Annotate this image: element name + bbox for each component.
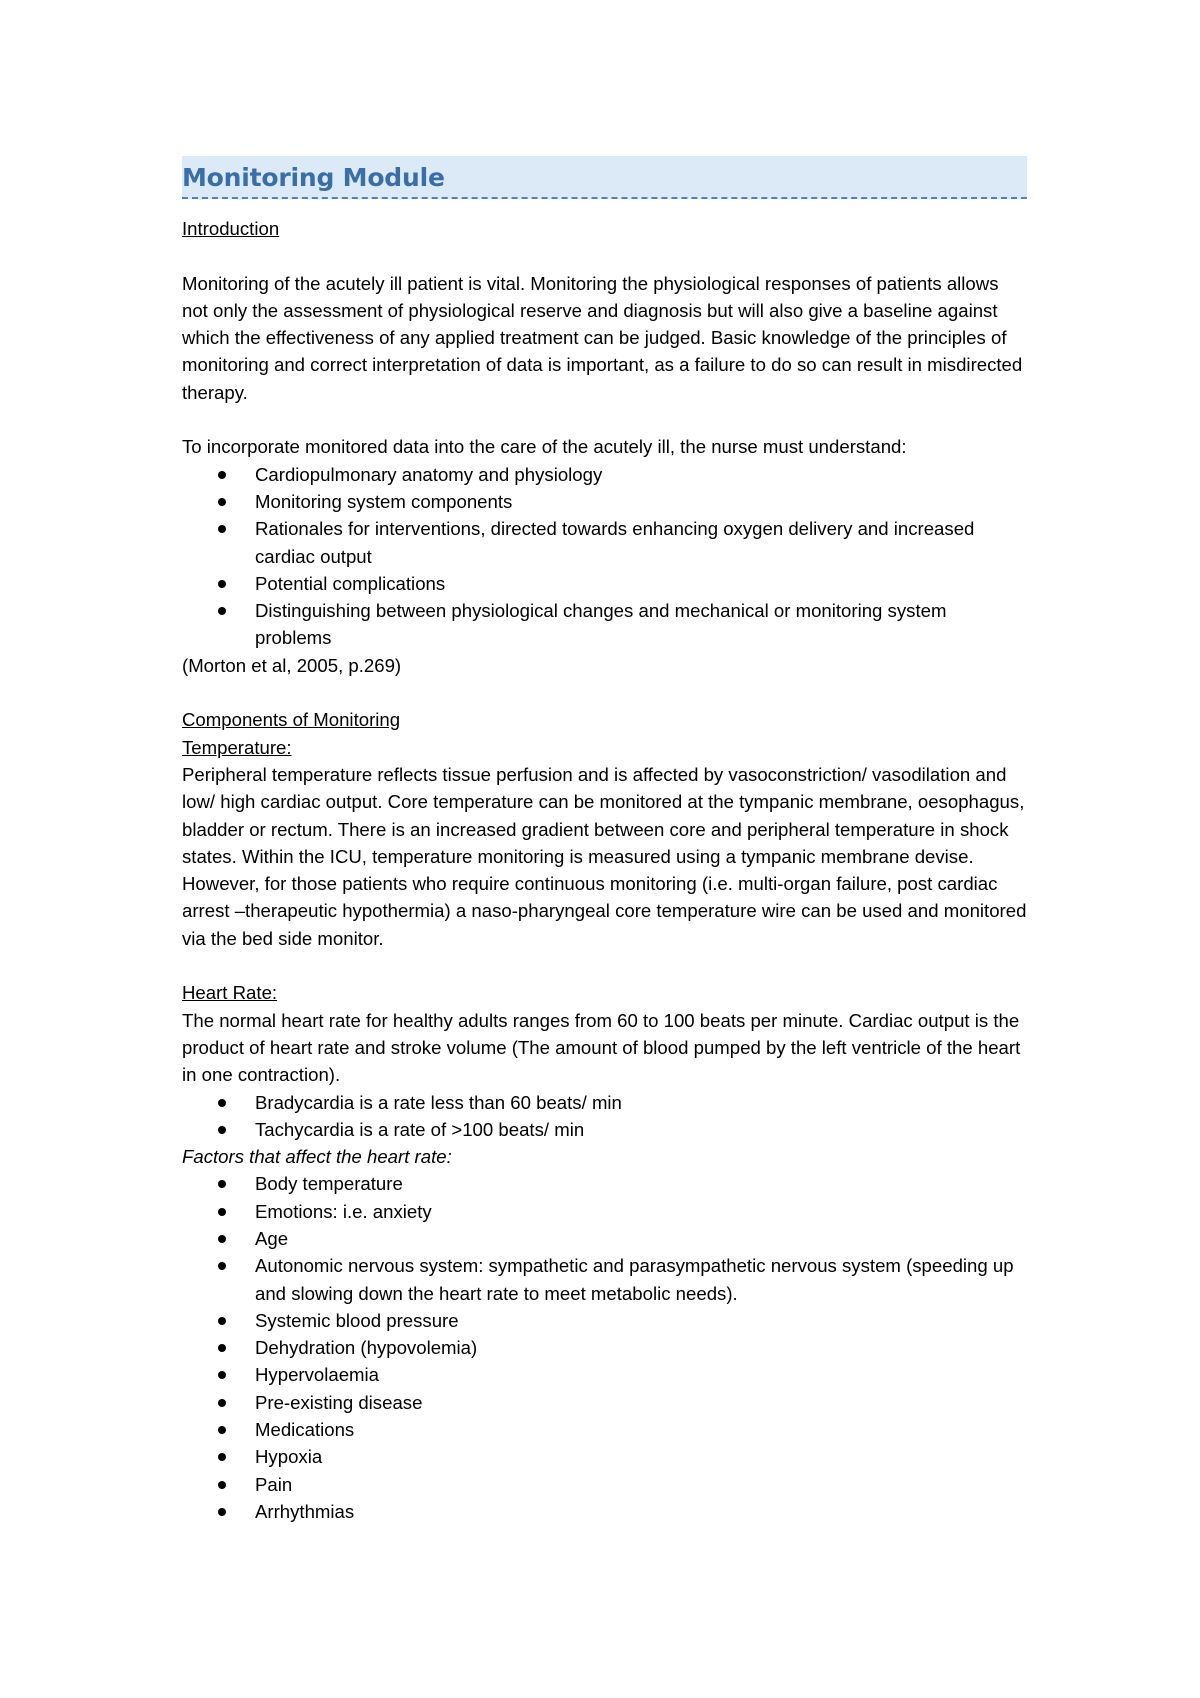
bullet-icon <box>218 1481 226 1489</box>
bullet-icon <box>218 580 226 588</box>
factors-heading: Factors that affect the heart rate: <box>182 1146 452 1168</box>
bullet-icon <box>218 1262 226 1270</box>
spacer <box>182 242 1027 269</box>
list-item: Arrhythmias <box>182 1498 1027 1525</box>
heart-rate-list <box>182 1089 1027 1144</box>
list-item: Monitoring system components <box>182 488 1027 515</box>
list-item: Hypoxia <box>182 1443 1027 1470</box>
bullet-icon <box>218 1180 226 1188</box>
bullet-icon <box>218 1344 226 1352</box>
bullet-icon <box>218 607 226 615</box>
bullet-icon <box>218 525 226 533</box>
list-item: Potential complications <box>182 570 1027 597</box>
intro-list <box>182 461 1027 652</box>
list-item: Rationales for interventions, directed towards enhancing oxygen delivery and increased cardiac output <box>182 515 1027 570</box>
bullet-icon <box>218 1453 226 1461</box>
list-item: Body temperature <box>182 1170 1027 1197</box>
bullet-icon <box>218 1099 226 1107</box>
heart-rate-paragraph: The normal heart rate for healthy adults ranges from 60 to 100 beats per minute. Cardiac output is the product of heart rate and stroke volume (The amount of blood pumped by the left ventricle of the heart in one contraction). <box>182 1009 1021 1086</box>
bullet-icon <box>218 1371 226 1379</box>
heart-rate-heading: Heart Rate: <box>182 982 278 1004</box>
temperature-paragraph: Peripheral temperature reflects tissue perfusion and is affected by vasoconstriction/ vasodilation and low/ high cardiac output. Core temperature can be monitored at the tympanic membrane, oesophagus, bladder or rectum. There is an increased gradient between core and peripheral temperature in shock states. Within the ICU, temperature monitoring is measured using a tympanic membrane devise. However, for those patients who require continuous monitoring (i.e. multi-organ failure, post cardiac arrest –therapeutic hypothermia) a naso-pharyngeal core temperature wire can be used and monitored via the bed side monitor. <box>182 763 1027 949</box>
intro-heading: Introduction <box>182 218 280 239</box>
list-item: Distinguishing between physiological changes and mechanical or monitoring system problems <box>182 597 1027 652</box>
bullet-icon <box>218 1208 226 1216</box>
factors-list <box>182 1170 1027 1525</box>
list-item: Dehydration (hypovolemia) <box>182 1334 1027 1361</box>
page-title: Monitoring Module <box>182 163 445 192</box>
list-item: Bradycardia is a rate less than 60 beats/ min <box>182 1089 1027 1116</box>
bullet-icon <box>218 1235 226 1243</box>
list-item: Pain <box>182 1471 1027 1498</box>
list-item: Hypervolaemia <box>182 1361 1027 1388</box>
list-item: Tachycardia is a rate of >100 beats/ min <box>182 1116 1027 1143</box>
bullet-icon <box>218 1126 226 1134</box>
components-heading: Components of Monitoring <box>182 709 401 731</box>
bullet-icon <box>218 1426 226 1434</box>
temperature-heading: Temperature: <box>182 736 292 758</box>
list-item: Systemic blood pressure <box>182 1307 1027 1334</box>
bullet-icon <box>218 1399 226 1407</box>
spacer <box>182 952 1027 979</box>
citation: (Morton et al, 2005, p.269) <box>182 654 402 676</box>
bullet-icon <box>218 1508 226 1516</box>
list-item: Age <box>182 1225 1027 1252</box>
list-item: Cardiopulmonary anatomy and physiology <box>182 461 1027 488</box>
list-item: Autonomic nervous system: sympathetic and parasympathetic nervous system (speeding up and slowing down the heart rate to meet metabolic needs). <box>182 1252 1027 1307</box>
list-item: Emotions: i.e. anxiety <box>182 1198 1027 1225</box>
spacer <box>182 679 1027 706</box>
intro-paragraph: Monitoring of the acutely ill patient is vital. Monitoring the physiological responses of patients allows not only the assessment of physiological reserve and diagnosis but will also give a baseline against which the effectiveness of any applied treatment can be judged. Basic knowledge of the principles of monitoring and correct interpretation of data is important, as a failure to do so can result in misdirected therapy. <box>182 272 1023 403</box>
spacer <box>182 406 1027 433</box>
bullet-icon <box>218 498 226 506</box>
title-block <box>182 156 1027 199</box>
intro-lead: To incorporate monitored data into the care of the acutely ill, the nurse must understand: <box>182 436 907 458</box>
document-body <box>182 156 1027 1525</box>
bullet-icon <box>218 471 226 479</box>
bullet-icon <box>218 1317 226 1325</box>
list-item: Medications <box>182 1416 1027 1443</box>
list-item: Pre-existing disease <box>182 1389 1027 1416</box>
